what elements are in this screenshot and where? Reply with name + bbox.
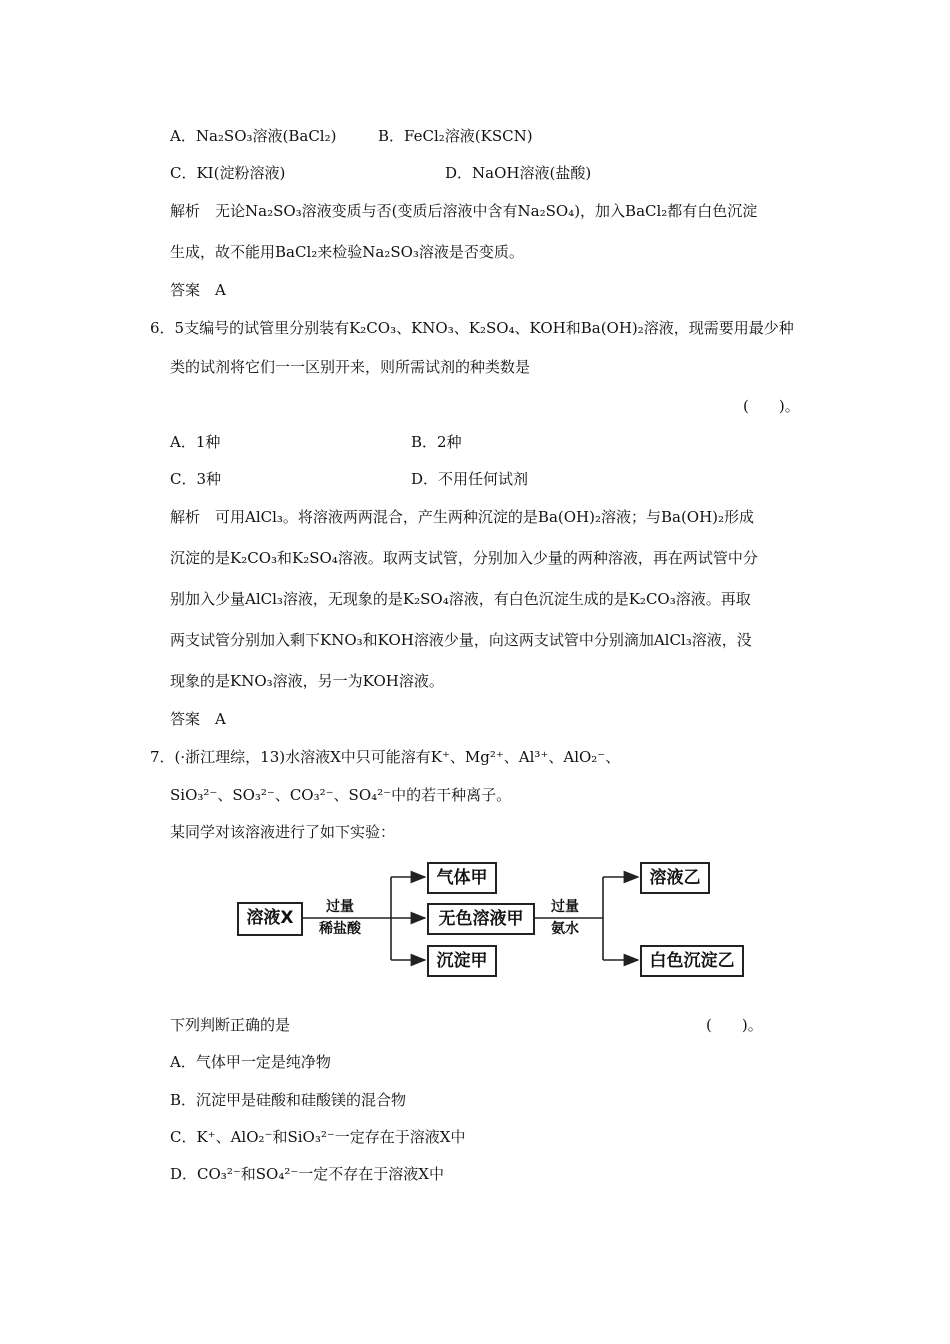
q7-question: 下列判断正确的是 bbox=[170, 1016, 291, 1034]
diagram-solution-b: 溶液乙 bbox=[640, 862, 710, 894]
q6-stem-line2: 类的试剂将它们一一区别开来，则所需试剂的种类数是 bbox=[170, 358, 531, 376]
q7-stem-line3: 某同学对该溶液进行了如下实验： bbox=[170, 823, 396, 841]
q7-option-c: C．K⁺、AlO₂⁻和SiO₃²⁻一定存在于溶液X中 bbox=[170, 1128, 466, 1146]
q5-option-a: A．Na₂SO₃溶液(BaCl₂) bbox=[170, 127, 337, 145]
diagram-reagent2-top: 过量 bbox=[551, 899, 579, 915]
q6-option-d: D．不用任何试剂 bbox=[411, 470, 529, 488]
diagram-gas-a: 气体甲 bbox=[427, 862, 497, 894]
q5-explanation-line2: 生成，故不能用BaCl₂来检验Na₂SO₃溶液是否变质。 bbox=[170, 243, 524, 261]
q6-option-c: C．3种 bbox=[170, 470, 222, 488]
diagram-colorless-solution-a: 无色溶液甲 bbox=[427, 903, 535, 935]
q7-option-a: A．气体甲一定是纯净物 bbox=[170, 1053, 331, 1071]
q6-option-a: A．1种 bbox=[170, 433, 221, 451]
q5-option-b: B．FeCl₂溶液(KSCN) bbox=[378, 127, 533, 145]
diagram-reagent1-top: 过量 bbox=[326, 899, 354, 915]
q6-explanation-line4: 两支试管分别加入剩下KNO₃和KOH溶液少量，向这两支试管中分别滴加AlCl₃溶液，没 bbox=[170, 631, 752, 649]
q7-stem-line1: 7．(·浙江理综，13)水溶液X中只可能溶有K⁺、Mg²⁺、Al³⁺、AlO₂⁻、 bbox=[150, 748, 621, 766]
q7-stem-line2: SiO₃²⁻、SO₃²⁻、CO₃²⁻、SO₄²⁻中的若干种离子。 bbox=[170, 786, 512, 804]
q6-explanation-line5: 现象的是KNO₃溶液，另一为KOH溶液。 bbox=[170, 672, 444, 690]
q7-answer-bracket: ( )。 bbox=[706, 1016, 763, 1034]
q5-option-d: D．NaOH溶液(盐酸) bbox=[445, 164, 592, 182]
q6-option-b: B．2种 bbox=[411, 433, 462, 451]
q6-explanation-line3: 别加入少量AlCl₃溶液，无现象的是K₂SO₄溶液，有白色沉淀生成的是K₂CO₃溶液。再取 bbox=[170, 590, 751, 608]
q6-explanation-line2: 沉淀的是K₂CO₃和K₂SO₄溶液。取两支试管，分别加入少量的两种溶液，再在两试管中分 bbox=[170, 549, 758, 567]
diagram-reagent2-bottom: 氨水 bbox=[551, 921, 579, 937]
q6-answer: 答案 A bbox=[170, 710, 226, 728]
diagram-solution-x: 溶液X bbox=[237, 902, 303, 936]
q6-stem-line1: 6．5支编号的试管里分别装有K₂CO₃、KNO₃、K₂SO₄、KOH和Ba(OH)₂溶液，现需要用最少种 bbox=[150, 319, 794, 337]
q7-option-b: B．沉淀甲是硅酸和硅酸镁的混合物 bbox=[170, 1091, 407, 1109]
q6-answer-bracket: ( )。 bbox=[743, 397, 800, 415]
q5-answer: 答案 A bbox=[170, 281, 226, 299]
diagram-reagent1-bottom: 稀盐酸 bbox=[319, 921, 361, 937]
diagram-precipitate-a: 沉淀甲 bbox=[427, 945, 497, 977]
q7-option-d: D．CO₃²⁻和SO₄²⁻一定不存在于溶液X中 bbox=[170, 1165, 444, 1183]
q6-explanation-line1: 解析 可用AlCl₃。将溶液两两混合，产生两种沉淀的是Ba(OH)₂溶液；与Ba(OH)₂形成 bbox=[170, 508, 755, 526]
diagram-white-precipitate-b: 白色沉淀乙 bbox=[640, 945, 744, 977]
q5-explanation-line1: 解析 无论Na₂SO₃溶液变质与否(变质后溶液中含有Na₂SO₄)，加入BaCl₂都有白色沉淀 bbox=[170, 202, 758, 220]
q5-option-c: C．KI(淀粉溶液) bbox=[170, 164, 286, 182]
